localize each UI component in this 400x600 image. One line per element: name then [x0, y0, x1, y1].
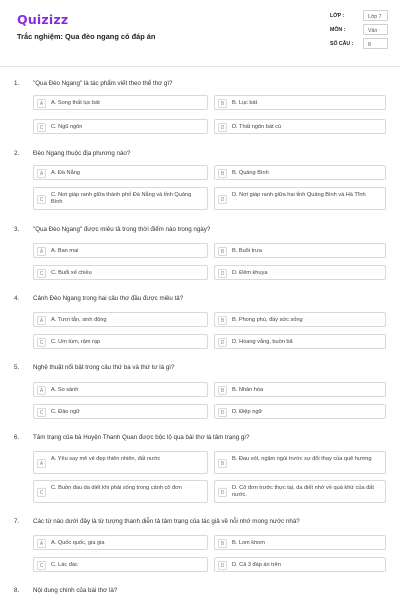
option-letter: B [218, 386, 227, 395]
option-text: D. Điệp ngữ [232, 409, 263, 415]
meta-label: LỚP : [330, 13, 345, 19]
answer-option-b[interactable] [214, 382, 386, 397]
answer-option-c[interactable] [33, 480, 208, 503]
meta-value: Lớp 7 [363, 10, 388, 21]
answer-option-d[interactable] [214, 119, 386, 134]
answer-option-b[interactable] [214, 243, 386, 258]
option-letter: D [218, 123, 227, 132]
option-text: B. Lục bát [232, 100, 258, 106]
question-text: "Qua Đèo Ngang" được miêu tả trong thời điểm nào trong ngày? [33, 226, 211, 233]
option-letter: D [218, 269, 227, 278]
answer-option-a[interactable] [33, 95, 208, 110]
answer-option-c[interactable] [33, 404, 208, 419]
meta-value: 8 [363, 38, 388, 49]
option-letter: A [37, 316, 46, 325]
answer-option-a[interactable] [33, 165, 208, 180]
option-text: B. Đau xót, ngậm ngùi trước sự đổi thay của quê hương [232, 456, 372, 462]
option-text: B. Buổi trưa [232, 248, 262, 254]
question-number: 3. [14, 226, 20, 233]
option-text: C. Buồn đau da diết khi phải sống trong cảnh cô đơn [51, 485, 182, 491]
option-text: C. Buổi xế chiều [51, 270, 92, 276]
option-text: D. Cô đơn trước thực tại, da diết nhớ về quá khứ của đất nước. [232, 485, 374, 499]
option-letter: B [218, 459, 227, 468]
answer-option-d[interactable] [214, 334, 386, 349]
answer-option-d[interactable] [214, 187, 386, 210]
meta-label: SỐ CÂU : [330, 41, 354, 47]
question-number: 4. [14, 295, 20, 302]
option-text: D. Hoang vắng, buồn bã [232, 339, 293, 345]
option-text: C. Lác đác [51, 562, 78, 568]
answer-option-d[interactable] [214, 557, 386, 572]
option-text: C. Ngũ ngôn [51, 124, 83, 130]
answer-option-d[interactable] [214, 404, 386, 419]
answer-option-a[interactable] [33, 535, 208, 550]
answer-option-d[interactable] [214, 480, 386, 503]
answer-option-b[interactable] [214, 535, 386, 550]
meta-label: MÔN : [330, 27, 346, 33]
answer-option-a[interactable] [33, 451, 208, 474]
header-divider [0, 66, 400, 67]
option-text: A. Đà Nẵng [51, 170, 80, 176]
option-letter: C [37, 561, 46, 570]
option-text: A. Ban mai [51, 248, 79, 254]
answer-option-d[interactable] [214, 265, 386, 280]
question-text: "Qua Đèo Ngang" là tác phẩm viết theo thể thơ gì? [33, 80, 173, 87]
answer-option-a[interactable] [33, 312, 208, 327]
question-text: Cảnh Đèo Ngang trong hai câu thơ đầu được miêu tả? [33, 295, 184, 302]
option-text: A. So sánh [51, 387, 79, 393]
option-text: A. Tươi tắn, sinh động [51, 317, 107, 323]
option-text: C. Um tùm, rậm rạp [51, 339, 101, 345]
answer-option-b[interactable] [214, 95, 386, 110]
question-text: Nghệ thuật nổi bật trong câu thứ ba và thứ tư là gì? [33, 364, 175, 371]
option-letter: C [37, 123, 46, 132]
meta-row-subject [330, 24, 388, 38]
option-letter: D [218, 408, 227, 417]
option-letter: A [37, 247, 46, 256]
option-text: A. Song thất lục bát [51, 100, 100, 106]
option-letter: C [37, 408, 46, 417]
meta-row-question-count [330, 38, 388, 52]
question-text: Đèo Ngang thuộc địa phương nào? [33, 150, 131, 157]
option-letter: B [218, 247, 227, 256]
answer-option-b[interactable] [214, 165, 386, 180]
option-text: D. Thất ngôn bát cú [232, 124, 282, 130]
option-text: B. Phong phú, đầy sức sống [232, 317, 303, 323]
answer-option-a[interactable] [33, 382, 208, 397]
option-letter: D [218, 561, 227, 570]
option-text: D. Nơi giáp ranh giữa hai tỉnh Quảng Bình và Hà Tĩnh [232, 192, 366, 198]
answer-option-c[interactable] [33, 265, 208, 280]
question-number: 8. [14, 587, 20, 594]
option-letter: D [218, 488, 227, 497]
option-text: D. Cả 3 đáp án trên [232, 562, 281, 568]
option-text: B. Nhân hóa [232, 387, 264, 393]
meta-info [330, 10, 388, 52]
option-text: A. Quốc quốc, gia gia [51, 540, 105, 546]
option-letter: A [37, 459, 46, 468]
question-text: Tâm trạng của bà Huyện Thanh Quan được bộc lộ qua bài thơ là tâm trạng gì? [33, 434, 250, 441]
option-letter: C [37, 195, 46, 204]
question-number: 6. [14, 434, 20, 441]
answer-option-b[interactable] [214, 451, 386, 474]
option-letter: C [37, 269, 46, 278]
option-text: C. Đảo ngữ [51, 409, 80, 415]
answer-option-c[interactable] [33, 557, 208, 572]
option-letter: B [218, 316, 227, 325]
option-letter: D [218, 195, 227, 204]
question-number: 1. [14, 80, 20, 87]
quizizz-logo: Quizizz [17, 12, 69, 27]
option-letter: A [37, 169, 46, 178]
option-text: B. Quảng Bình [232, 170, 269, 176]
answer-option-a[interactable] [33, 243, 208, 258]
option-letter: A [37, 539, 46, 548]
page-title: Trắc nghiệm: Qua đèo ngang có đáp án [17, 32, 156, 41]
option-text: A. Yêu say mê vẻ đẹp thiên nhiên, đất nước [51, 456, 161, 462]
option-letter: D [218, 338, 227, 347]
option-letter: B [218, 99, 227, 108]
option-text: B. Lom khom [232, 540, 265, 546]
question-text: Nội dung chính của bài thơ là? [33, 587, 118, 594]
option-text: C. Nơi giáp ranh giữa thành phố Đà Nẵng và tỉnh Quảng Bình [51, 192, 192, 206]
option-letter: B [218, 539, 227, 548]
question-number: 5. [14, 364, 20, 371]
question-number: 2. [14, 150, 20, 157]
question-number: 7. [14, 518, 20, 525]
answer-option-c[interactable] [33, 334, 208, 349]
answer-option-c[interactable] [33, 187, 208, 210]
option-letter: A [37, 386, 46, 395]
answer-option-b[interactable] [214, 312, 386, 327]
option-letter: B [218, 169, 227, 178]
option-letter: C [37, 488, 46, 497]
option-letter: C [37, 338, 46, 347]
meta-row-grade [330, 10, 388, 24]
option-letter: A [37, 99, 46, 108]
option-text: D. Đêm khuya [232, 270, 268, 276]
answer-option-c[interactable] [33, 119, 208, 134]
worksheet-header [0, 0, 400, 66]
meta-value: Văn [363, 24, 388, 35]
question-text: Các từ nào dưới đây là từ tượng thanh diễn tả tâm trạng của tác giả về nỗi nhớ mong nước nhà? [33, 518, 300, 525]
